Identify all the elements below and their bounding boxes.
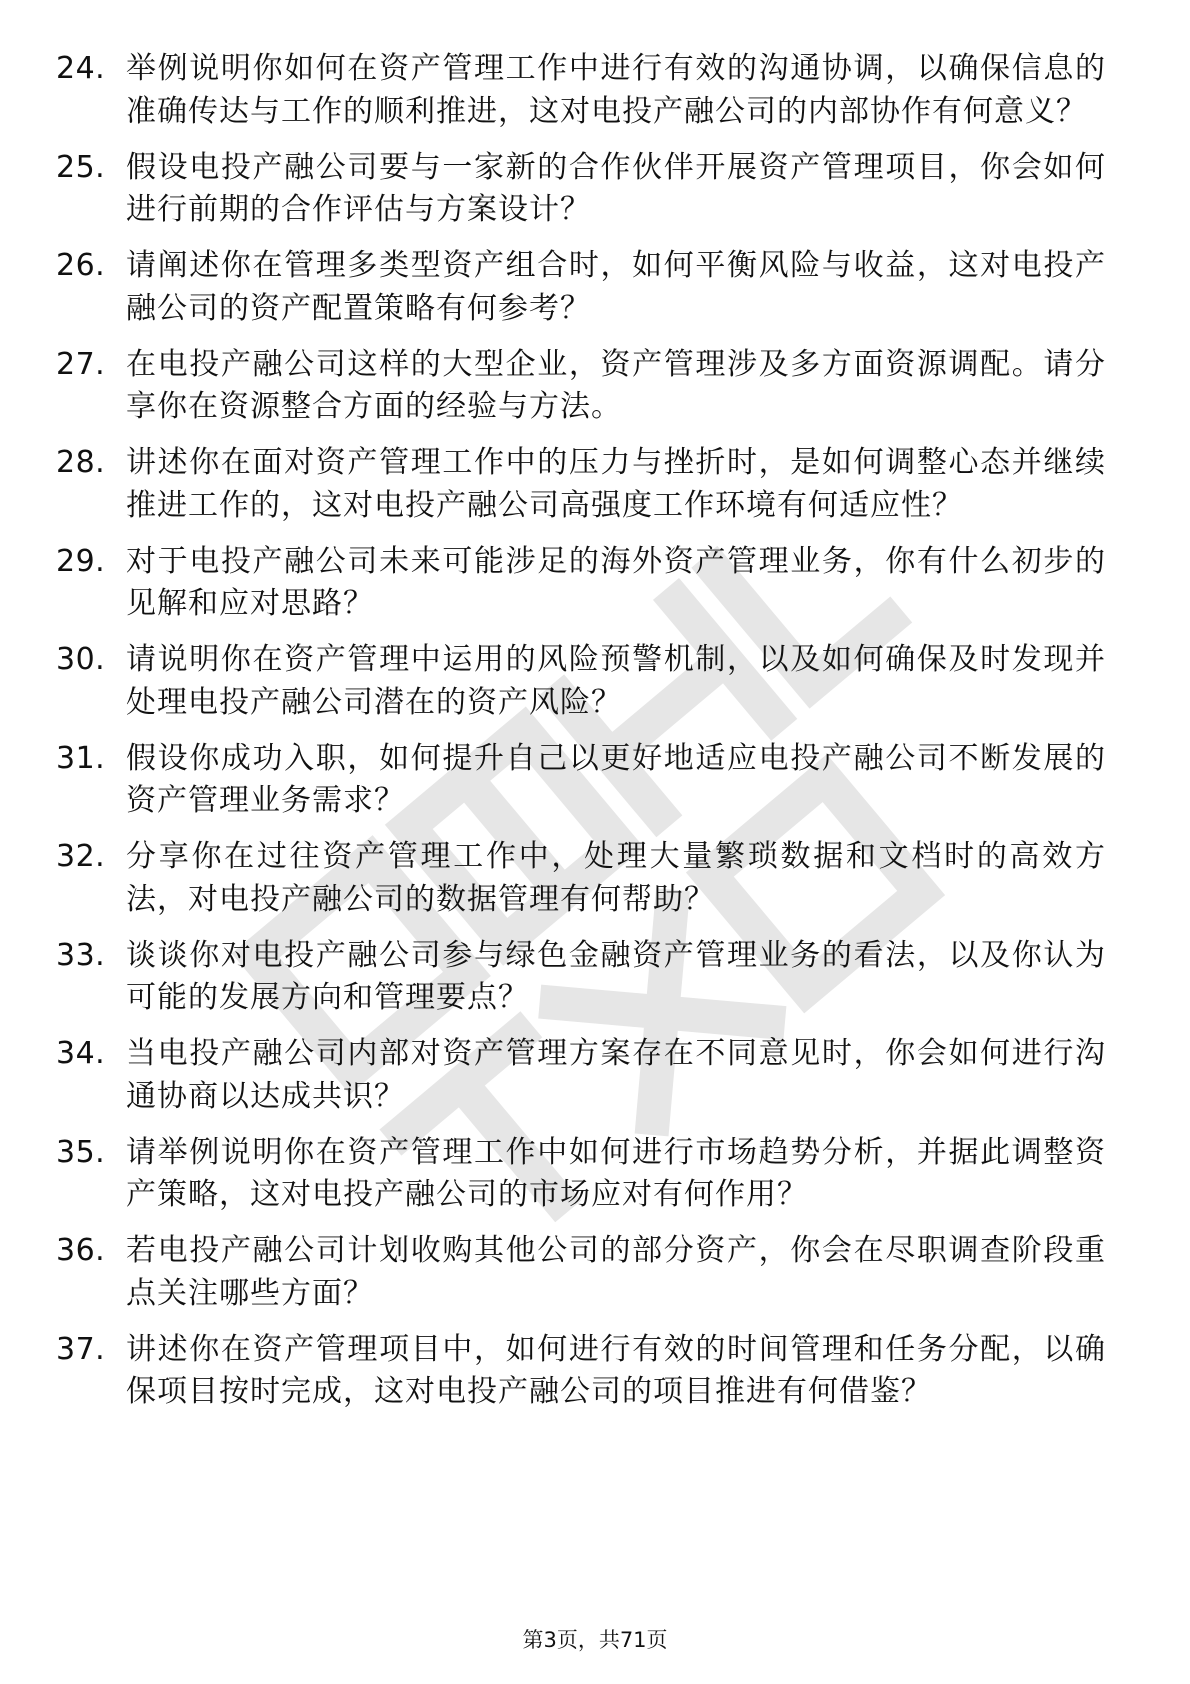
question-text: 请说明你在资产管理中运用的风险预警机制，以及如何确保及时发现并处理电投产融公司潜在的资产风险？ <box>126 642 1106 720</box>
question-text: 在电投产融公司这样的大型企业，资产管理涉及多方面资源调配。请分享你在资源整合方面的经验与方法。 <box>126 346 1106 424</box>
page-number-label: 第3页，共71页 <box>522 1628 668 1652</box>
question-number: 32. <box>56 839 106 874</box>
question-item <box>56 1033 1106 1118</box>
question-item <box>56 836 1106 921</box>
question-text: 假设你成功入职，如何提升自己以更好地适应电投产融公司不断发展的资产管理业务需求？ <box>126 740 1106 818</box>
question-number: 34. <box>56 1036 106 1071</box>
question-text: 讲述你在面对资产管理工作中的压力与挫折时，是如何调整心态并继续推进工作的，这对电投产融公司高强度工作环境有何适应性？ <box>126 445 1106 523</box>
question-item <box>56 1329 1106 1414</box>
question-list <box>56 48 1106 1427</box>
question-item <box>56 442 1106 527</box>
question-item <box>56 344 1106 429</box>
question-number: 33. <box>56 937 106 973</box>
question-item <box>56 147 1106 232</box>
question-item <box>56 935 1106 1020</box>
question-number: 35. <box>56 1134 106 1170</box>
question-text: 谈谈你对电投产融公司参与绿色金融资产管理业务的看法，以及你认为可能的发展方向和管理要点？ <box>126 937 1106 1015</box>
question-item <box>56 1132 1106 1217</box>
question-number: 27. <box>56 346 106 382</box>
question-number: 24. <box>56 51 106 86</box>
question-number: 30. <box>56 642 106 677</box>
question-number: 37. <box>56 1331 106 1367</box>
page-footer <box>0 1626 1190 1654</box>
question-item <box>56 541 1106 626</box>
question-number: 29. <box>56 543 106 579</box>
question-item <box>56 639 1106 724</box>
question-number: 25. <box>56 149 106 185</box>
question-text: 讲述你在资产管理项目中，如何进行有效的时间管理和任务分配，以确保项目按时完成，这对电投产融公司的项目推进有何借鉴？ <box>126 1331 1106 1409</box>
question-item <box>56 48 1106 133</box>
question-number: 28. <box>56 445 106 480</box>
question-number: 31. <box>56 740 106 776</box>
question-item <box>56 245 1106 330</box>
question-text: 举例说明你如何在资产管理工作中进行有效的沟通协调，以确保信息的准确传达与工作的顺利推进，这对电投产融公司的内部协作有何意义？ <box>126 51 1106 129</box>
question-item <box>56 1230 1106 1315</box>
question-text: 当电投产融公司内部对资产管理方案存在不同意见时，你会如何进行沟通协商以达成共识？ <box>126 1036 1106 1114</box>
question-text: 分享你在过往资产管理工作中，处理大量繁琐数据和文档时的高效方法，对电投产融公司的数据管理有何帮助？ <box>126 839 1106 917</box>
question-text: 假设电投产融公司要与一家新的合作伙伴开展资产管理项目，你会如何进行前期的合作评估与方案设计？ <box>126 149 1106 227</box>
question-text: 若电投产融公司计划收购其他公司的部分资产，你会在尽职调查阶段重点关注哪些方面？ <box>126 1233 1106 1311</box>
question-text: 请阐述你在管理多类型资产组合时，如何平衡风险与收益，这对电投产融公司的资产配置策略有何参考？ <box>126 248 1106 326</box>
question-text: 请举例说明你在资产管理工作中如何进行市场趋势分析，并据此调整资产策略，这对电投产融公司的市场应对有何作用？ <box>126 1134 1106 1212</box>
question-number: 26. <box>56 248 106 283</box>
question-item <box>56 738 1106 823</box>
question-text: 对于电投产融公司未来可能涉足的海外资产管理业务，你有什么初步的见解和应对思路？ <box>126 543 1106 621</box>
question-number: 36. <box>56 1233 106 1268</box>
